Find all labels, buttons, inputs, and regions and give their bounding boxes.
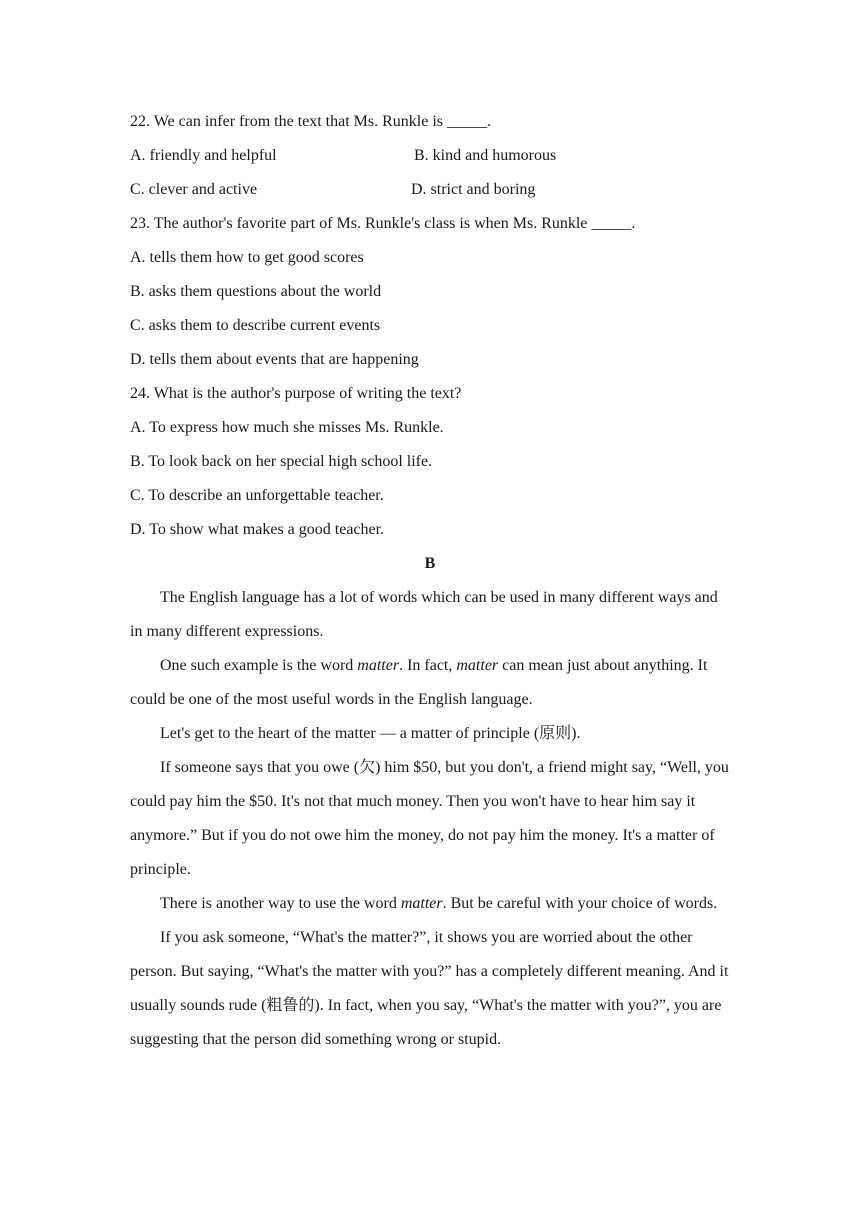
question-22-options-row-2 — [130, 178, 730, 212]
option-c: C. asks them to describe current events — [130, 317, 381, 334]
paragraph: There is another way to use the word matter. But be careful with your choice of words. — [160, 895, 718, 912]
option-d: D. strict and boring — [411, 181, 536, 198]
option-b: B. kind and humorous — [414, 147, 557, 164]
question-22: 22. We can infer from the text that Ms. Runkle is _____. — [130, 113, 492, 130]
option-b: B. To look back on her special high school life. — [130, 453, 433, 470]
section-heading: B — [424, 555, 436, 572]
option-d: D. tells them about events that are happening — [130, 351, 419, 368]
option-a: A. tells them how to get good scores — [130, 249, 364, 266]
paragraph: One such example is the word matter. In fact, matter can mean just about anything. It could be one of the most useful words in the English language. — [130, 657, 708, 708]
paragraph: Let's get to the heart of the matter — a matter of principle (原则). — [160, 725, 581, 742]
question-23: 23. The author's favorite part of Ms. Runkle's class is when Ms. Runkle _____. — [130, 215, 636, 232]
question-22-options-row-1 — [130, 144, 730, 178]
paragraph: If someone says that you owe (欠) him $50, but you don't, a friend might say, “Well, you could pay him the $50. It's not that much money. Then you won't have to hear him say it anymore.” But if you do not owe him the money, do not pay him the money. It's a matter of principle. — [130, 759, 729, 878]
paragraph: The English language has a lot of words which can be used in many different ways and in many different expressions. — [130, 589, 718, 640]
option-c: C. To describe an unforgettable teacher. — [130, 487, 384, 504]
option-d: D. To show what makes a good teacher. — [130, 521, 385, 538]
option-a: A. friendly and helpful — [130, 147, 277, 164]
option-c: C. clever and active — [130, 181, 258, 198]
paragraph: If you ask someone, “What's the matter?”, it shows you are worried about the other person. But saying, “What's the matter with you?” has a completely different meaning. And it usually sounds rude (粗鲁的). In fact, when you say, “What's the matter with you?”, you are suggesting that the person did something wrong or stupid. — [130, 929, 729, 1048]
option-a: A. To express how much she misses Ms. Runkle. — [130, 419, 444, 436]
page-content — [130, 110, 730, 1062]
question-24: 24. What is the author's purpose of writing the text? — [130, 385, 462, 402]
option-b: B. asks them questions about the world — [130, 283, 382, 300]
